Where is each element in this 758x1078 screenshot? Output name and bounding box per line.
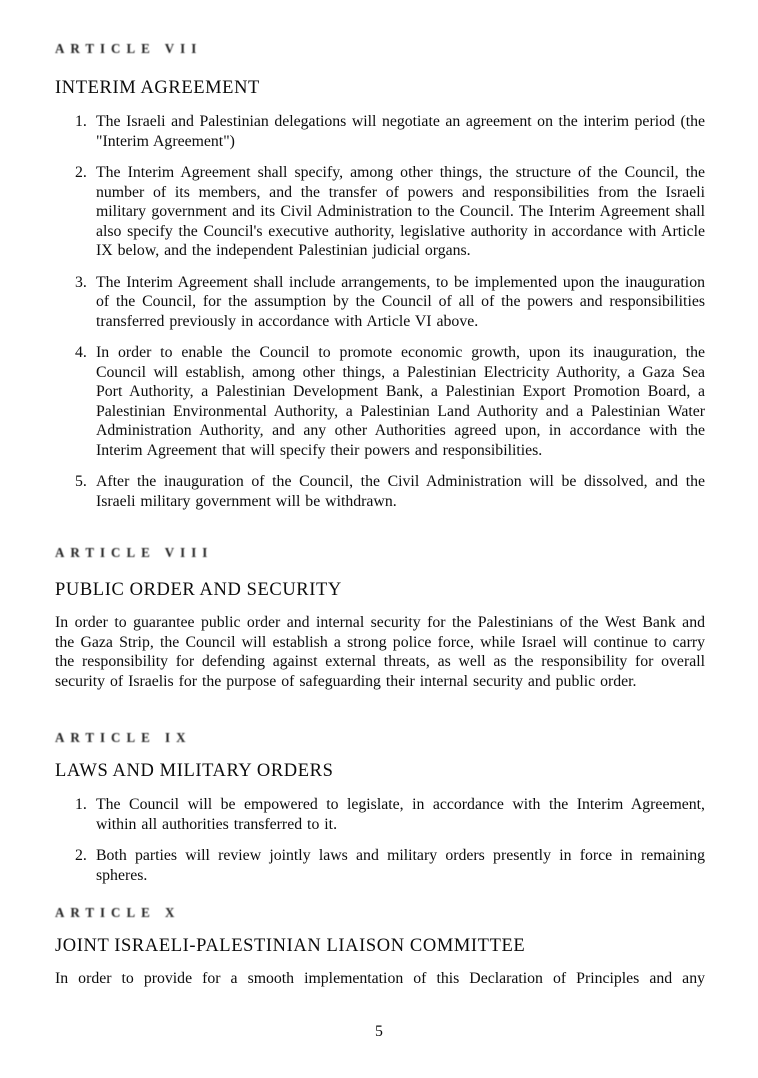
item-text: Both parties will review jointly laws and military orders presently in force in remaining spheres. — [96, 847, 705, 884]
section-title-interim-agreement: INTERIM AGREEMENT — [55, 78, 260, 98]
item-text: The Council will be empowered to legislate, in accordance with the Interim Agreement, within all authorities transferred to it. — [96, 796, 705, 833]
laws-orders-list — [55, 795, 705, 885]
section-article-ix — [55, 729, 705, 885]
item-text: The Israeli and Palestinian delegations will negotiate an agreement on the interim period (the "Interim Agreement") — [96, 113, 705, 150]
item-marker: 4. — [75, 344, 87, 361]
paragraph-liaison-committee: In order to provide for a smooth implementation of this Declaration of Principles and any — [55, 970, 705, 987]
article-x-label: ARTICLE X — [55, 904, 181, 921]
list-item — [55, 795, 705, 834]
section-title-public-order-and-security: PUBLIC ORDER AND SECURITY — [55, 580, 342, 600]
article-viii-label: ARTICLE VIII — [55, 544, 214, 561]
item-marker: 1. — [75, 796, 87, 813]
page-number: 5 — [375, 1023, 383, 1040]
section-title-joint-liaison-committee: JOINT ISRAELI-PALESTINIAN LIAISON COMMITTEE — [55, 936, 526, 956]
list-item — [55, 112, 705, 151]
item-marker: 1. — [75, 113, 87, 130]
interim-agreement-list — [55, 112, 705, 511]
item-marker: 3. — [75, 273, 87, 291]
list-item — [55, 846, 705, 885]
paragraph-public-order: In order to guarantee public order and internal security for the Palestinians of the West Bank and the Gaza Strip, the Council will establish a strong police force, while Israel will continue to carry the responsibility for defending against external threats, as well as the responsibility for overall security of Israelis for the purpose of safeguarding their internal security and public order. — [55, 614, 705, 690]
item-text: The Interim Agreement shall specify, among other things, the structure of the Council, the number of its members, and the transfer of powers and responsibilities from the Israeli military government and its Civil Administration to the Council. The Interim Agreement shall also specify the Council's executive authority, legislative authority in accordance with Article IX below, and the independent Palestinian judicial organs. — [96, 164, 705, 259]
list-item — [55, 273, 705, 332]
section-article-x — [55, 904, 705, 989]
section-article-viii — [55, 544, 705, 691]
item-marker: 5. — [75, 473, 87, 490]
section-article-vii — [55, 40, 705, 511]
item-text: After the inauguration of the Council, the Civil Administration will be dissolved, and the Israeli military government will be withdrawn. — [96, 473, 705, 510]
item-marker: 2. — [75, 847, 87, 864]
item-text: The Interim Agreement shall include arrangements, to be implemented upon the inauguration of the Council, for the assumption by the Council of all of the powers and responsibilities transferred previously in accordance with Article VI above. — [96, 273, 705, 330]
item-text: In order to enable the Council to promote economic growth, upon its inauguration, the Council will establish, among other things, a Palestinian Electricity Authority, a Gaza Sea Port Authority, a Palestinian Development Bank, a Palestinian Export Promotion Board, a Palestinian Environmental Authority, a Palestinian Land Authority and a Palestinian Water Administration Authority, and any other Authorities agreed upon, in accordance with the Interim Agreement that will specify their powers and responsibilities. — [96, 344, 705, 459]
article-ix-label: ARTICLE IX — [55, 729, 192, 746]
article-vii-label: ARTICLE VII — [55, 40, 203, 57]
list-item — [55, 472, 705, 511]
list-item — [55, 343, 705, 460]
item-marker: 2. — [75, 164, 87, 181]
list-item — [55, 163, 705, 261]
section-title-laws-and-military-orders: LAWS AND MILITARY ORDERS — [55, 761, 334, 781]
